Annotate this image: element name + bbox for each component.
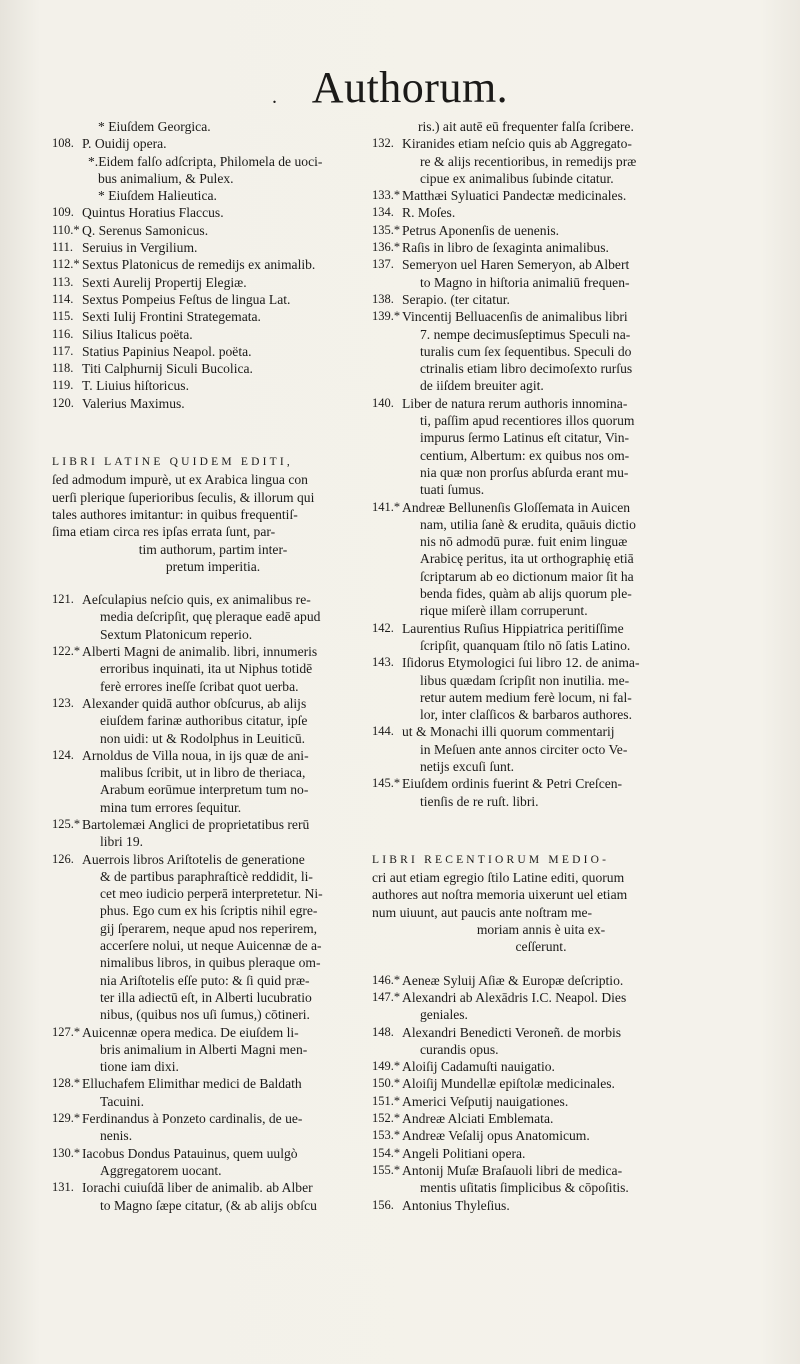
catalog-entry xyxy=(372,1075,710,1092)
entry-list xyxy=(372,135,710,810)
entry-number: 132. xyxy=(372,136,394,151)
heading-line: authores aut noſtra memoria uixerunt uel etiam xyxy=(372,887,628,903)
text-line: Alberti Magni de animalib. libri, innumeris xyxy=(82,644,318,660)
text-line: Semeryon uel Haren Semeryon, ab Albert xyxy=(402,257,630,273)
text-line: 7. nempe decimusſeptimus Speculi na- xyxy=(420,326,631,342)
heading-line: uerſi plerique ſuperioribus ſeculis, & illorum qui xyxy=(52,489,315,505)
text-line: * Eiuſdem Halieutica. xyxy=(98,188,217,204)
text-line: accerſere nolui, ut neque Auicennæ de a- xyxy=(100,938,322,954)
catalog-entry xyxy=(52,135,374,152)
text-line: malibus ſcribit, ut in libro de theriaca, xyxy=(100,765,306,781)
ornament-dot: . xyxy=(272,86,277,108)
catalog-entry xyxy=(52,274,374,291)
entry-number: 110.* xyxy=(52,222,80,237)
running-title: Authorum. xyxy=(311,63,509,112)
text-line: mina tum errores ſequitur. xyxy=(100,799,242,815)
text-line: Arabum eorūmue interpretum tum no- xyxy=(100,782,309,798)
text-line: in Meſuen ante annos circiter octo Ve- xyxy=(420,741,628,757)
text-line: Raſis in libro de ſexaginta animalibus. xyxy=(402,240,609,256)
text-line: Alexandri Benedicti Veroneñ. de morbis xyxy=(402,1024,622,1040)
text-line: nia Ariſtotelis eſſe puto: & ſi quid præ- xyxy=(100,972,310,988)
catalog-entry xyxy=(52,326,374,343)
catalog-entry xyxy=(372,135,710,187)
entry-number: 121. xyxy=(52,592,74,607)
text-line: eiuſdem farinæ authoribus citatur, ipſe xyxy=(100,713,308,729)
text-line: bus animalium, & Pulex. xyxy=(98,170,234,186)
catalog-entry xyxy=(372,654,710,723)
entry-number: 111. xyxy=(52,240,73,255)
text-line: Quintus Horatius Flaccus. xyxy=(82,205,224,221)
text-line: Andreæ Veſalij opus Anatomicum. xyxy=(402,1128,590,1144)
text-line: tione iam dixi. xyxy=(100,1059,179,1075)
catalog-entry xyxy=(52,591,374,643)
entry-number: 115. xyxy=(52,309,74,324)
catalog-entry xyxy=(372,239,710,256)
text-line: centium, Albertum: ex quibus nos om- xyxy=(420,447,630,463)
text-line: Arabicę peritus, ita ut orthographię etiā xyxy=(420,551,634,567)
entry-number: 141.* xyxy=(372,499,401,514)
entry-number: 118. xyxy=(52,361,74,376)
catalog-entry xyxy=(372,989,710,1024)
heading-text xyxy=(372,869,710,955)
entry-number: 128.* xyxy=(52,1076,81,1091)
entry-number: 127.* xyxy=(52,1024,81,1039)
text-line: Ferdinandus à Ponzeto cardinalis, de ue- xyxy=(82,1111,303,1127)
section-heading xyxy=(372,850,710,956)
text-line: Andreæ Alciati Emblemata. xyxy=(402,1111,554,1127)
text-line: retur autem medium ferè locum, ni fal- xyxy=(420,689,632,705)
text-line: cet meo iudicio perperā interpretetur. Ni- xyxy=(100,886,323,902)
catalog-entry xyxy=(372,1127,710,1144)
text-line: Angeli Politiani opera. xyxy=(402,1145,526,1161)
text-line: Titi Calphurnij Siculi Bucolica. xyxy=(82,361,253,377)
text-line: ſcriptarum ab eo dictionum maior ſit ha xyxy=(420,568,634,584)
entry-number: 139.* xyxy=(372,309,401,324)
text-line: Iacobus Dondus Patauinus, quem uulgò xyxy=(82,1145,298,1161)
catalog-entry xyxy=(372,620,710,655)
text-line: cipue ex animalibus ſubinde citatur. xyxy=(420,170,614,186)
text-line: tienſis de re ruſt. libri. xyxy=(420,793,539,809)
entry-number: 135.* xyxy=(372,222,401,237)
catalog-entry xyxy=(372,222,710,239)
text-line: Antonius Thyleſius. xyxy=(402,1197,510,1213)
catalog-entry xyxy=(52,851,374,1024)
entry-number: 129.* xyxy=(52,1111,81,1126)
entry-number: 117. xyxy=(52,343,74,358)
text-line: rique miſerè illam corruperunt. xyxy=(420,603,588,619)
text-line: geniales. xyxy=(420,1007,468,1023)
catalog-entry xyxy=(372,1110,710,1127)
text-line: Matthæi Syluatici Pandectæ medicinales. xyxy=(402,188,627,204)
heading-line: ceſſerunt. xyxy=(515,939,567,955)
text-line: Iſidorus Etymologici ſui libro 12. de anima- xyxy=(402,655,640,671)
text-line: curandis opus. xyxy=(420,1041,499,1057)
entry-number: 152.* xyxy=(372,1111,401,1126)
catalog-entry xyxy=(52,395,374,412)
text-line: Sexti Iulij Frontini Strategemata. xyxy=(82,309,261,325)
catalog-entry xyxy=(52,1110,374,1145)
text-line: Aeneæ Syluij Aſiæ & Europæ deſcriptio. xyxy=(402,972,624,988)
text-line: ris.) ait autē eū frequenter falſa ſcribere. xyxy=(418,119,634,134)
catalog-entry xyxy=(52,377,374,394)
text-line: Sextus Pompeius Feſtus de lingua Lat. xyxy=(82,291,291,307)
entry-number: 138. xyxy=(372,291,394,306)
entry-number: 123. xyxy=(52,695,74,710)
entry-number: 109. xyxy=(52,205,74,220)
text-line: Sextus Platonicus de remedijs ex animalib. xyxy=(82,257,316,273)
entry-number: 156. xyxy=(372,1197,394,1212)
text-line: Antonij Muſæ Braſauoli libri de medica- xyxy=(402,1162,623,1178)
entry-number: 149.* xyxy=(372,1059,401,1074)
catalog-entry xyxy=(372,1145,710,1162)
entry-number: 154.* xyxy=(372,1145,401,1160)
catalog-entry xyxy=(52,643,374,695)
text-line: nenis. xyxy=(100,1128,133,1144)
entry-number: 112.* xyxy=(52,257,80,272)
text-line: nis nō admodū puræ. fuit enim linguæ xyxy=(420,534,628,550)
text-line: nia quæ non prorſus abſurda erant mu- xyxy=(420,464,629,480)
text-line: Kiranides etiam neſcio quis ab Aggregato- xyxy=(402,136,632,152)
text-line: Iorachi cuiuſdā liber de animalib. ab Alber xyxy=(82,1180,313,1196)
entry-number: 153.* xyxy=(372,1128,401,1143)
heading-caps: LIBRI LATINE QUIDEM EDITI, xyxy=(52,456,293,469)
heading-line: pretum imperitia. xyxy=(165,558,261,574)
entry-list xyxy=(52,204,374,412)
entry-number: 133.* xyxy=(372,188,401,203)
text-line: turalis cum ſex ſequentibus. Speculi do xyxy=(420,343,632,359)
entry-number: 124. xyxy=(52,747,74,762)
text-line: Petrus Aponenſis de uenenis. xyxy=(402,222,560,238)
text-line: ferè errores ineſſe ſcribat quot uerba. xyxy=(100,678,299,694)
catalog-entry xyxy=(52,360,374,377)
entry-number: 122.* xyxy=(52,644,81,659)
catalog-entry xyxy=(372,1024,710,1059)
text-line: Auerrois libros Ariſtotelis de generatione xyxy=(82,851,305,867)
entry-number: 140. xyxy=(372,395,394,410)
catalog-entry xyxy=(372,499,710,620)
catalog-entry xyxy=(52,1145,374,1180)
text-line: ti, paſſim apud recentiores illos quorum xyxy=(420,413,635,429)
text-line: lor, inter claſſicos & barbaros authores. xyxy=(420,707,632,723)
catalog-entry xyxy=(372,395,710,499)
heading-line: tales authores imitantur: in quibus frequentiſ- xyxy=(52,506,298,522)
text-line: nam, utilia ſanè & erudita, quāuis dictio xyxy=(420,516,636,532)
catalog-entry xyxy=(372,1162,710,1197)
entry-number: 146.* xyxy=(372,972,401,987)
text-line: tuati ſumus. xyxy=(420,482,485,498)
entry-list xyxy=(372,972,710,1214)
text-line: Aggregatorem uocant. xyxy=(100,1162,222,1178)
catalog-entry xyxy=(52,239,374,256)
text-line: Alexandri ab Alexādris I.C. Neapol. Dies xyxy=(402,989,627,1005)
text-line: ut & Monachi illi quorum commentarij xyxy=(402,724,615,740)
text-line: libri 19. xyxy=(100,834,144,850)
text-line: nibus, (quibus nos uſi ſumus,) cōtineri. xyxy=(100,1007,310,1023)
catalog-entry xyxy=(52,204,374,221)
text-line: Arnoldus de Villa noua, in ijs quæ de ani- xyxy=(82,747,309,763)
text-line: libus quædam ſcripſit non inutilia. me- xyxy=(420,672,630,688)
heading-line: cri aut etiam egregio ſtilo Latine editi, quorum xyxy=(372,870,625,886)
entry-list xyxy=(52,591,374,1214)
catalog-entry xyxy=(52,816,374,851)
text-line: Elluchafem Elimithar medici de Baldath xyxy=(82,1076,302,1092)
text-line: netijs excuſi ſunt. xyxy=(420,758,515,774)
text-line: Bartolemæi Anglici de proprietatibus rerū xyxy=(82,816,310,832)
text-line: benda fides, quàm ab alijs quorum ple- xyxy=(420,586,632,602)
text-line: Seruius in Vergilium. xyxy=(82,240,198,256)
catalog-entry xyxy=(372,723,710,775)
entry-number: 119. xyxy=(52,378,74,393)
heading-text xyxy=(52,471,374,575)
heading-line: tim authorum, partim inter- xyxy=(138,541,288,557)
entry-number: 150.* xyxy=(372,1076,401,1091)
entry-number: 147.* xyxy=(372,989,401,1004)
catalog-entry xyxy=(372,204,710,221)
text-line: Silius Italicus poëta. xyxy=(82,326,193,342)
text-line: non uidi: ut & Rodolphus in Leuiticū. xyxy=(100,730,306,746)
text-line: gij ſperarem, neque apud nos reperirem, xyxy=(100,920,318,936)
catalog-entry xyxy=(372,187,710,204)
text-line: *.Eidem falſo adſcripta, Philomela de uoci- xyxy=(88,153,323,169)
text-line: Auicennæ opera medica. De eiuſdem li- xyxy=(82,1024,299,1040)
text-line: Statius Papinius Neapol. poëta. xyxy=(82,343,252,359)
text-line: de iiſdem breuiter agit. xyxy=(420,378,544,394)
text-line: nimalibus libros, in quibus pleraque om- xyxy=(100,955,321,971)
text-line: ſcripſit, quanquam ſtilo nō ſatis Latino. xyxy=(420,637,631,653)
text-line: media deſcripſit, quę pleraque eadē apud xyxy=(100,609,321,625)
catalog-entry xyxy=(52,1179,374,1214)
catalog-entry xyxy=(52,291,374,308)
text-line: Vincentij Belluacenſis de animalibus libri xyxy=(402,309,628,325)
text-line: R. Moſes. xyxy=(402,205,456,221)
text-line: Aloiſij Cadamuſti nauigatio. xyxy=(402,1059,555,1075)
text-line: Eiuſdem ordinis fuerint & Petri Creſcen- xyxy=(402,776,623,792)
catalog-entry xyxy=(372,256,710,291)
text-line: Liber de natura rerum authoris innomina- xyxy=(402,395,628,411)
text-line: P. Ouidij opera. xyxy=(82,136,167,152)
text-line: Sextum Platonicum reperio. xyxy=(100,626,253,642)
text-line: Aloiſij Mundellæ epiſtolæ medicinales. xyxy=(402,1076,615,1092)
entry-number: 126. xyxy=(52,851,74,866)
text-line: ctrinalis etiam libro decimoſexto rurſus xyxy=(420,361,633,377)
text-line: * Eiuſdem Georgica. xyxy=(98,119,211,134)
catalog-entry xyxy=(372,775,710,810)
right-column xyxy=(372,118,710,1214)
catalog-entry xyxy=(372,972,710,989)
text-line: bris animalium in Alberti Magni men- xyxy=(100,1041,308,1057)
catalog-entry xyxy=(372,1197,710,1214)
text-line: Q. Serenus Samonicus. xyxy=(82,222,209,238)
text-line: Alexander quidā author obſcurus, ab alijs xyxy=(82,695,307,711)
text-line: Tacuini. xyxy=(100,1093,144,1109)
entry-number: 151.* xyxy=(372,1093,401,1108)
entry-number: 134. xyxy=(372,205,394,220)
catalog-entry xyxy=(372,1058,710,1075)
catalog-entry xyxy=(52,308,374,325)
text-line: Sexti Aurelij Propertij Elegiæ. xyxy=(82,274,247,290)
entry-number: 144. xyxy=(372,724,394,739)
heading-line: moriam annis è uita ex- xyxy=(476,922,606,938)
entry-number: 148. xyxy=(372,1024,394,1039)
catalog-entry xyxy=(372,308,710,394)
text-line: Aeſculapius neſcio quis, ex animalibus re- xyxy=(82,592,311,608)
catalog-entry xyxy=(52,747,374,816)
text-line: ter illa adiectū eſt, in Alberti lucubratio xyxy=(100,989,312,1005)
entry-number: 131. xyxy=(52,1180,74,1195)
entry-number: 155.* xyxy=(372,1162,401,1177)
catalog-entry xyxy=(52,695,374,747)
section-heading xyxy=(52,452,374,575)
text-line: & de partibus paraphraſticè reddidit, li- xyxy=(100,868,313,884)
left-column xyxy=(52,118,374,1214)
catalog-entry xyxy=(372,1093,710,1110)
entry-number: 120. xyxy=(52,395,74,410)
entry-number: 142. xyxy=(372,620,394,635)
entry-number: 130.* xyxy=(52,1145,81,1160)
entry-number: 143. xyxy=(372,655,394,670)
entry-number: 145.* xyxy=(372,776,401,791)
text-line: Andreæ Bellunenſis Gloſſemata in Auicen xyxy=(402,499,631,515)
text-line: Americi Veſputij nauigationes. xyxy=(402,1093,569,1109)
text-line: T. Liuius hiſtoricus. xyxy=(82,378,189,394)
entry-number: 114. xyxy=(52,291,74,306)
catalog-entry xyxy=(52,1075,374,1110)
catalog-entry xyxy=(52,1024,374,1076)
heading-line: num uiuunt, aut paucis ante noſtram me- xyxy=(372,904,593,920)
text-line: Laurentius Ruſius Hippiatrica peritiſſime xyxy=(402,620,624,636)
entry-number: 108. xyxy=(52,136,74,151)
entry-number: 136.* xyxy=(372,240,401,255)
entry-number: 116. xyxy=(52,326,74,341)
text-line: phus. Ego cum ex his ſcriptis nihil egre- xyxy=(100,903,318,919)
catalog-entry xyxy=(52,343,374,360)
catalog-entry xyxy=(372,291,710,308)
text-line: mentis uſitatis ſimplicibus & cōpoſitis. xyxy=(420,1180,629,1196)
heading-caps: LIBRI RECENTIORUM MEDIO- xyxy=(372,853,610,866)
text-line: to Magno in hiſtoria animaliū frequen- xyxy=(420,274,630,290)
text-line: erroribus inquinati, ita ut Niphus totidē xyxy=(100,661,313,677)
catalog-entry xyxy=(52,222,374,239)
text-line: Valerius Maximus. xyxy=(82,395,185,411)
catalog-entry xyxy=(52,256,374,273)
entry-number: 125.* xyxy=(52,816,81,831)
text-line: to Magno ſæpe citatur, (& ab alijs obſcu xyxy=(100,1197,317,1213)
heading-line: ſed admodum impurè, ut ex Arabica lingua con xyxy=(52,472,308,488)
entry-number: 113. xyxy=(52,274,74,289)
heading-line: ſima etiam circa res ipſas errata ſunt, par- xyxy=(52,524,276,540)
entry-number: 137. xyxy=(372,257,394,272)
text-line: Serapio. (ter citatur. xyxy=(402,291,510,307)
text-line: re & alijs recentioribus, in remedijs præ xyxy=(420,153,637,169)
text-line: impurus ſermo Latinus eſt citatur, Vin- xyxy=(420,430,630,446)
